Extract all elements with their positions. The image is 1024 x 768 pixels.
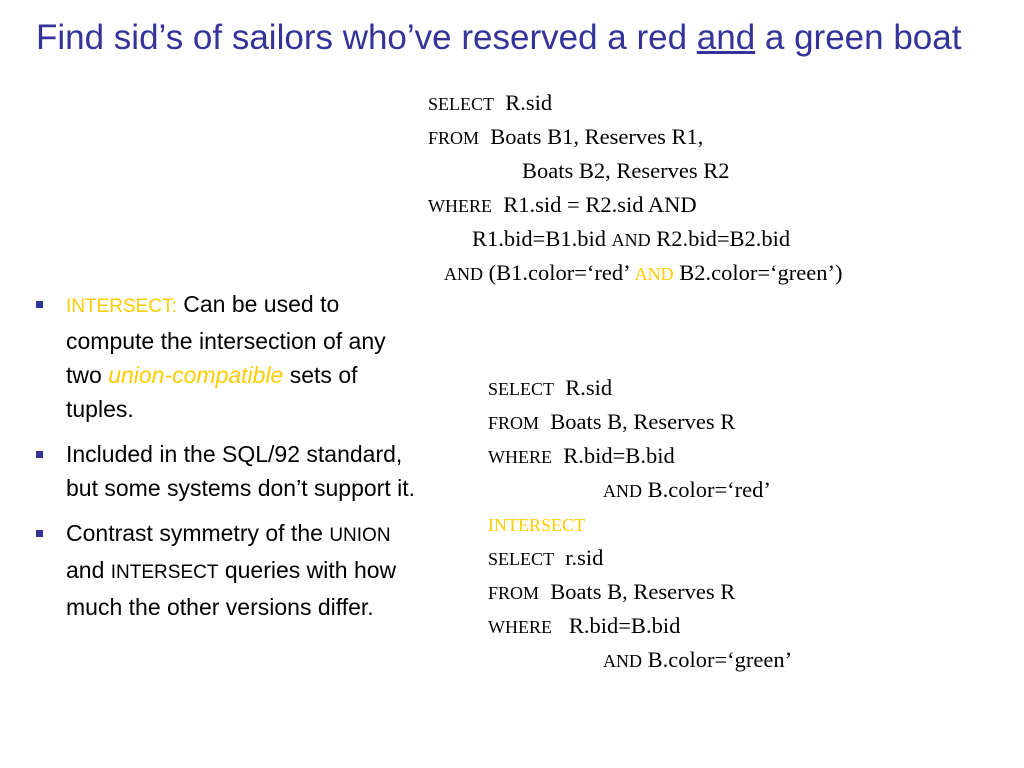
query2-line6: SELECT r.sid <box>488 545 604 570</box>
query2-line9: AND B.color=‘green’ <box>603 647 793 672</box>
bullet-item-sql92: Included in the SQL/92 standard, but some systems don’t support it. <box>36 437 426 505</box>
bullet-item-intersect: INTERSECT: Can be used to compute the intersection of any two union-compatible sets of tuples. <box>36 287 426 426</box>
query1-line1: SELECT R.sid <box>428 90 553 115</box>
bullet-item-contrast: Contrast symmetry of the UNION and INTERSECT queries with how much the other versions differ. <box>36 516 426 624</box>
query2-line8: WHERE R.bid=B.bid <box>488 613 681 638</box>
bullet-list <box>36 287 426 635</box>
bullet-marker <box>36 301 43 308</box>
query2-line5: INTERSECT <box>488 515 585 535</box>
query1-line4: WHERE R1.sid = R2.sid AND <box>428 192 697 217</box>
slide-title <box>36 18 1006 57</box>
title-part2: a green boat <box>755 18 962 57</box>
query-intersect <box>488 375 988 685</box>
query2-line1: SELECT R.sid <box>488 375 613 400</box>
bullet-marker <box>36 530 43 537</box>
title-emphasis: and <box>696 18 756 57</box>
query1-line2: FROM Boats B1, Reserves R1, <box>428 124 704 149</box>
query1-line5: R1.bid=B1.bid AND R2.bid=B2.bid <box>472 226 791 251</box>
query2-line7: FROM Boats B, Reserves R <box>488 579 736 604</box>
bullet-marker <box>36 451 43 458</box>
query2-line4: AND B.color=‘red’ <box>603 477 771 502</box>
query1-line3: Boats B2, Reserves R2 <box>522 158 730 183</box>
query-red-and-green <box>428 90 1008 300</box>
title-part1: Find sid’s of sailors who’ve reserved a red <box>36 18 697 57</box>
query2-line3: WHERE R.bid=B.bid <box>488 443 675 468</box>
query1-line6: AND (B1.color=‘red’ AND B2.color=‘green’) <box>444 260 843 285</box>
query2-line2: FROM Boats B, Reserves R <box>488 409 736 434</box>
